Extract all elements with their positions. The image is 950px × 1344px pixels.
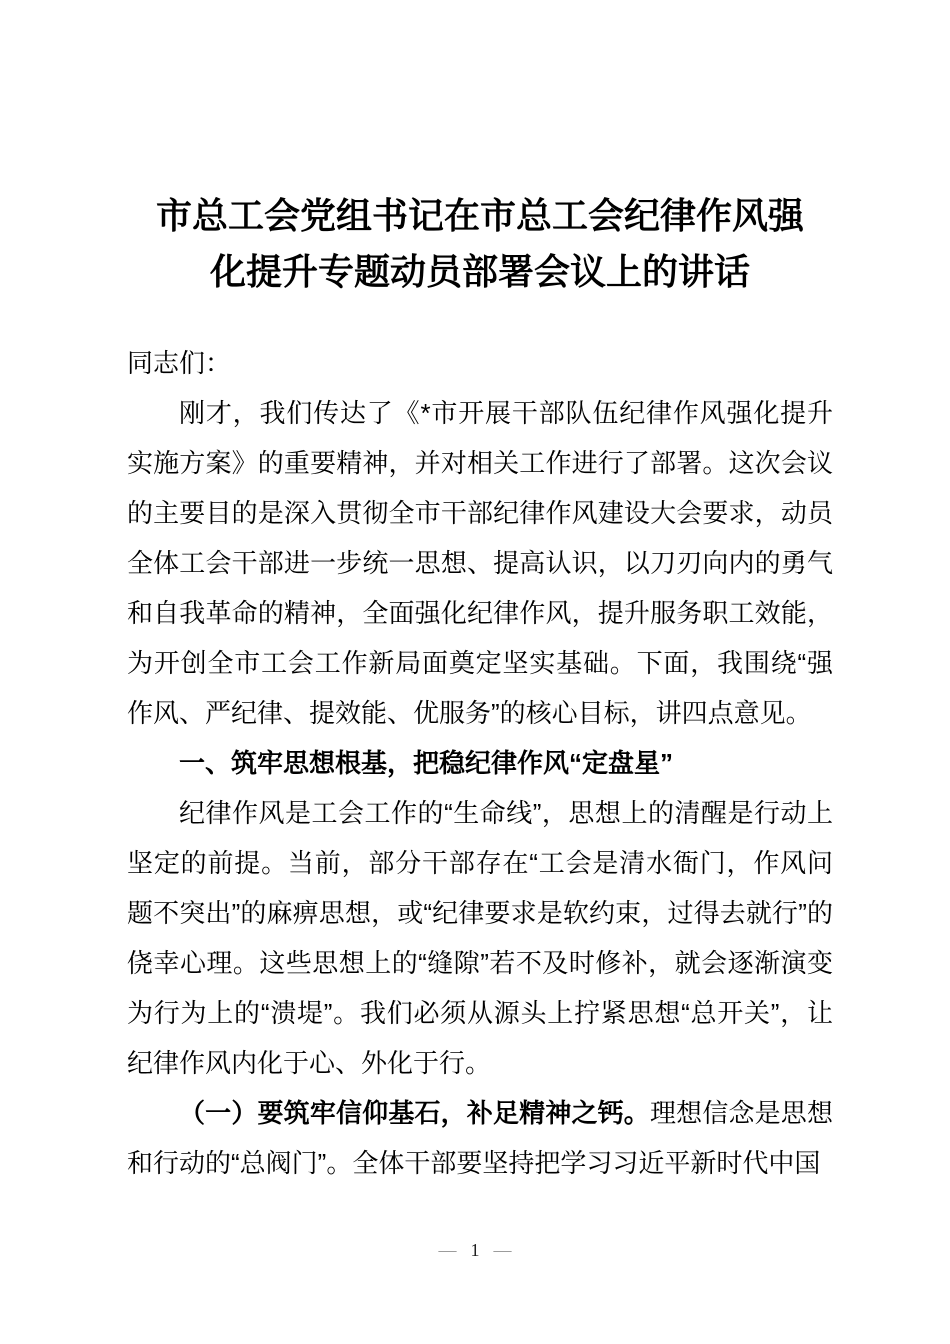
subsection-1-lead: （一）要筑牢信仰基石，补足精神之钙。 xyxy=(179,1098,650,1128)
title-line-2: 化提升专题动员部署会议上的讲话 xyxy=(209,251,750,292)
document-body xyxy=(127,188,833,1188)
section-heading-1: 一、筑牢思想根基，把稳纪律作风“定盘星” xyxy=(179,748,674,778)
footer-dash-right: — xyxy=(493,1240,512,1260)
page-footer xyxy=(0,1240,950,1261)
paragraph-intro: 刚才，我们传达了《*市开展干部队伍纪律作风强化提升实施方案》的重要精神，并对相关工作进行了部署。这次会议的主要目的是深入贯彻全市干部纪律作风建设大会要求，动员全体工会干部进一步统一思想、提高认识，以刀刃向内的勇气和自我革命的精神，全面强化纪律作风，提升服务职工效能，为开创全市工会工作新局面奠定坚实基础。下面，我围绕“强作风、严纪律、提效能、优服务”的核心目标，讲四点意见。 xyxy=(127,398,833,728)
footer-dash-left: — xyxy=(438,1240,457,1260)
paragraph-section-1: 纪律作风是工会工作的“生命线”，思想上的清醒是行动上坚定的前提。当前，部分干部存在“工会是清水衙门，作风问题不突出”的麻痹思想，或“纪律要求是软约束，过得去就行”的侥幸心理。这些思想上的“缝隙”若不及时修补，就会逐渐演变为行为上的“溃堤”。我们必须从源头上拧紧思想“总开关”，让纪律作风内化于心、外化于行。 xyxy=(127,798,833,1078)
subsection-1-text: 理想信念是思想和行动的“总阀门”。全体干部要坚持把学习习近平新时代中国 xyxy=(127,1098,833,1178)
paragraph-subsection-1 xyxy=(127,1088,833,1188)
salutation: 同志们： xyxy=(127,348,232,378)
title-line-1: 市总工会党组书记在市总工会纪律作风强 xyxy=(155,195,804,236)
page-number: 1 xyxy=(470,1240,480,1260)
document-title xyxy=(127,188,833,300)
